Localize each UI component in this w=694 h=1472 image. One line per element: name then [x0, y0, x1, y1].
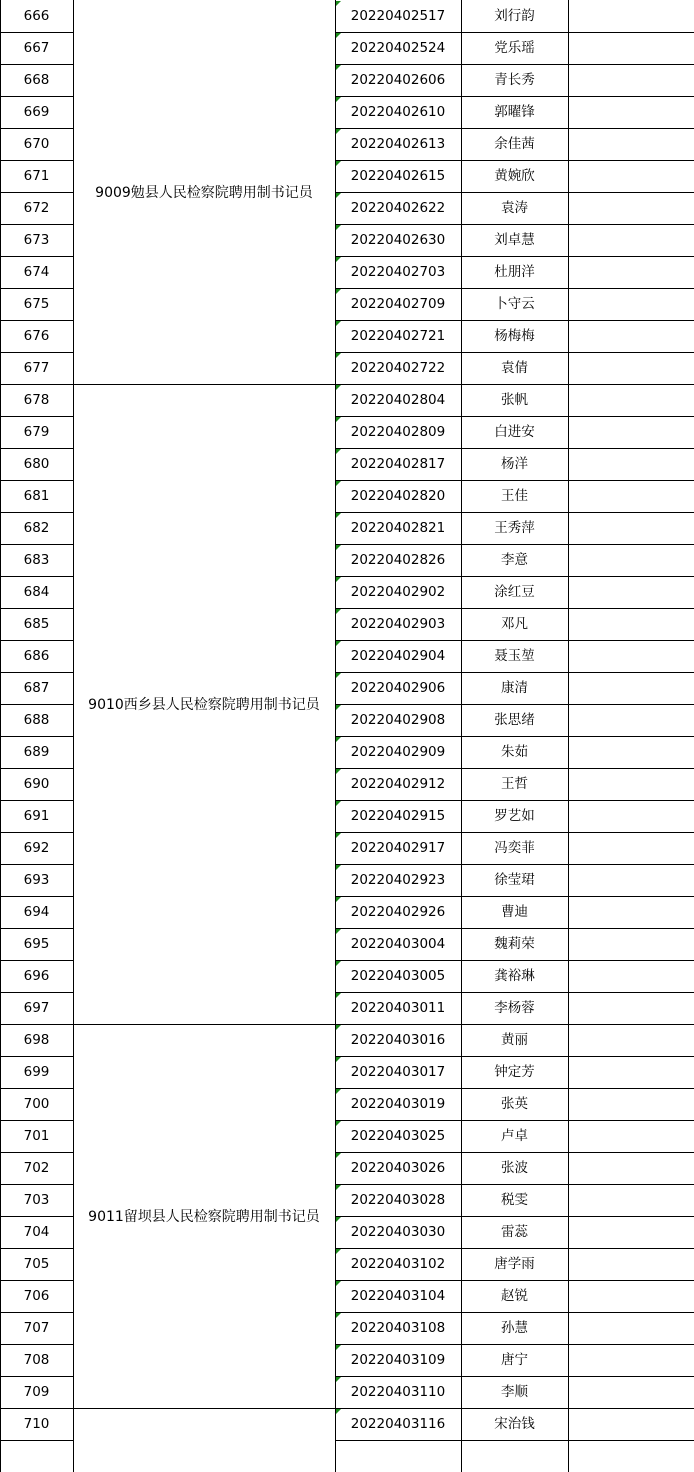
- column-divider: [568, 0, 569, 1472]
- text-format-marker-icon: [336, 33, 341, 38]
- candidate-name-cell: 杜朋洋: [494, 264, 535, 280]
- position-title-cell: 9009勉县人民检察院聘用制书记员: [95, 185, 313, 201]
- text-format-marker-icon: [336, 97, 341, 102]
- row-number: 679: [23, 424, 50, 440]
- candidate-name-cell: 余佳茜: [494, 136, 535, 152]
- group-divider: [73, 1024, 335, 1025]
- text-format-marker-icon: [336, 1313, 341, 1318]
- candidate-name-cell: 杨洋: [501, 456, 528, 472]
- exam-number-cell: 20220402721: [350, 328, 446, 344]
- text-format-marker-icon: [336, 801, 341, 806]
- exam-number-cell: 20220402817: [350, 456, 446, 472]
- exam-number-cell: 20220403019: [350, 1096, 446, 1112]
- row-number: 685: [23, 616, 50, 632]
- text-format-marker-icon: [336, 705, 341, 710]
- candidate-name-cell: 黄婉欣: [494, 168, 535, 184]
- exam-number-cell: 20220402709: [350, 296, 446, 312]
- candidate-name-cell: 钟定芳: [494, 1064, 535, 1080]
- row-number: 675: [23, 296, 50, 312]
- text-format-marker-icon: [336, 673, 341, 678]
- row-number: 701: [23, 1128, 50, 1144]
- row-number: 706: [23, 1288, 50, 1304]
- row-number: 704: [23, 1224, 50, 1240]
- exam-number-cell: 20220403026: [350, 1160, 446, 1176]
- text-format-marker-icon: [336, 929, 341, 934]
- exam-number-cell: 20220402804: [350, 392, 446, 408]
- candidate-name-cell: 宋治钱: [494, 1416, 535, 1432]
- row-number: 682: [23, 520, 50, 536]
- text-format-marker-icon: [336, 1025, 341, 1030]
- position-title-cell: 9010西乡县人民检察院聘用制书记员: [88, 697, 320, 713]
- text-format-marker-icon: [336, 65, 341, 70]
- exam-number-cell: 20220402904: [350, 648, 446, 664]
- candidate-name-cell: 张思绪: [494, 712, 535, 728]
- exam-number-cell: 20220403005: [350, 968, 446, 984]
- candidate-name-cell: 党乐瑶: [494, 40, 535, 56]
- group-divider: [73, 384, 335, 385]
- text-format-marker-icon: [336, 1249, 341, 1254]
- exam-number-cell: 20220402630: [350, 232, 446, 248]
- text-format-marker-icon: [336, 1345, 341, 1350]
- text-format-marker-icon: [336, 833, 341, 838]
- row-number: 683: [23, 552, 50, 568]
- row-number: 687: [23, 680, 50, 696]
- text-format-marker-icon: [336, 1121, 341, 1126]
- row-divider: [335, 1440, 694, 1441]
- text-format-marker-icon: [336, 865, 341, 870]
- candidate-name-cell: 王佳: [501, 488, 528, 504]
- row-number: 681: [23, 488, 50, 504]
- row-number: 673: [23, 232, 50, 248]
- text-format-marker-icon: [336, 577, 341, 582]
- row-number: 697: [23, 1000, 50, 1016]
- row-number: 678: [23, 392, 50, 408]
- candidate-name-cell: 曹迪: [501, 904, 528, 920]
- candidate-name-cell: 康清: [501, 680, 528, 696]
- column-divider: [461, 0, 462, 1472]
- row-number: 669: [23, 104, 50, 120]
- candidate-name-cell: 魏莉荣: [494, 936, 535, 952]
- exam-number-cell: 20220403102: [350, 1256, 446, 1272]
- row-number: 710: [23, 1416, 50, 1432]
- exam-number-cell: 20220402926: [350, 904, 446, 920]
- text-format-marker-icon: [336, 1, 341, 6]
- row-number: 670: [23, 136, 50, 152]
- row-number: 708: [23, 1352, 50, 1368]
- candidate-name-cell: 青长秀: [494, 72, 535, 88]
- text-format-marker-icon: [336, 737, 341, 742]
- candidate-name-cell: 罗艺如: [494, 808, 535, 824]
- text-format-marker-icon: [336, 161, 341, 166]
- row-number: 694: [23, 904, 50, 920]
- exam-number-cell: 20220402906: [350, 680, 446, 696]
- row-number: 666: [23, 8, 50, 24]
- row-number: 702: [23, 1160, 50, 1176]
- row-number: 668: [23, 72, 50, 88]
- column-divider: [335, 0, 336, 1472]
- exam-number-cell: 20220403110: [350, 1384, 446, 1400]
- text-format-marker-icon: [336, 769, 341, 774]
- column-divider: [73, 0, 74, 1472]
- text-format-marker-icon: [336, 353, 341, 358]
- position-title-cell: 9011留坝县人民检察院聘用制书记员: [88, 1209, 320, 1225]
- row-number: 707: [23, 1320, 50, 1336]
- candidate-name-cell: 杨梅梅: [494, 328, 535, 344]
- exam-number-cell: 20220402615: [350, 168, 446, 184]
- group-divider: [73, 1408, 335, 1409]
- candidate-name-cell: 白进安: [494, 424, 535, 440]
- exam-number-cell: 20220402613: [350, 136, 446, 152]
- exam-number-cell: 20220403108: [350, 1320, 446, 1336]
- row-number: 705: [23, 1256, 50, 1272]
- row-number: 695: [23, 936, 50, 952]
- row-number: 671: [23, 168, 50, 184]
- exam-number-cell: 20220402908: [350, 712, 446, 728]
- text-format-marker-icon: [336, 449, 341, 454]
- candidate-name-cell: 张帆: [501, 392, 528, 408]
- text-format-marker-icon: [336, 993, 341, 998]
- exam-number-cell: 20220403004: [350, 936, 446, 952]
- text-format-marker-icon: [336, 641, 341, 646]
- exam-number-cell: 20220403011: [350, 1000, 446, 1016]
- row-number: 691: [23, 808, 50, 824]
- exam-number-cell: 20220402622: [350, 200, 446, 216]
- row-number: 688: [23, 712, 50, 728]
- exam-number-cell: 20220403109: [350, 1352, 446, 1368]
- row-number: 692: [23, 840, 50, 856]
- candidate-name-cell: 孙慧: [501, 1320, 528, 1336]
- text-format-marker-icon: [336, 1217, 341, 1222]
- text-format-marker-icon: [336, 129, 341, 134]
- candidate-name-cell: 涂红豆: [494, 584, 535, 600]
- exam-number-cell: 20220402909: [350, 744, 446, 760]
- candidate-name-cell: 王秀萍: [494, 520, 535, 536]
- exam-number-cell: 20220402610: [350, 104, 446, 120]
- text-format-marker-icon: [336, 289, 341, 294]
- exam-number-cell: 20220402820: [350, 488, 446, 504]
- exam-number-cell: 20220402703: [350, 264, 446, 280]
- row-number: 674: [23, 264, 50, 280]
- exam-number-cell: 20220402826: [350, 552, 446, 568]
- candidate-name-cell: 郭曜锋: [494, 104, 535, 120]
- text-format-marker-icon: [336, 321, 341, 326]
- candidate-name-cell: 雷蕊: [501, 1224, 528, 1240]
- row-number: 700: [23, 1096, 50, 1112]
- exam-number-cell: 20220403030: [350, 1224, 446, 1240]
- row-number: 698: [23, 1032, 50, 1048]
- row-divider: [0, 1440, 73, 1441]
- text-format-marker-icon: [336, 257, 341, 262]
- exam-number-cell: 20220402722: [350, 360, 446, 376]
- text-format-marker-icon: [336, 385, 341, 390]
- exam-number-cell: 20220402903: [350, 616, 446, 632]
- exam-number-cell: 20220403025: [350, 1128, 446, 1144]
- text-format-marker-icon: [336, 481, 341, 486]
- candidate-name-cell: 李顺: [501, 1384, 528, 1400]
- row-number: 684: [23, 584, 50, 600]
- text-format-marker-icon: [336, 609, 341, 614]
- row-number: 686: [23, 648, 50, 664]
- row-number: 693: [23, 872, 50, 888]
- candidate-name-cell: 龚裕琳: [494, 968, 535, 984]
- text-format-marker-icon: [336, 417, 341, 422]
- candidate-name-cell: 李杨蓉: [494, 1000, 535, 1016]
- exam-number-cell: 20220402915: [350, 808, 446, 824]
- text-format-marker-icon: [336, 545, 341, 550]
- text-format-marker-icon: [336, 1185, 341, 1190]
- text-format-marker-icon: [336, 1377, 341, 1382]
- row-number: 672: [23, 200, 50, 216]
- candidate-name-cell: 赵锐: [501, 1288, 528, 1304]
- text-format-marker-icon: [336, 1153, 341, 1158]
- row-number: 709: [23, 1384, 50, 1400]
- candidate-name-cell: 刘行韵: [494, 8, 535, 24]
- candidate-name-cell: 卜守云: [494, 296, 535, 312]
- text-format-marker-icon: [336, 1281, 341, 1286]
- exam-number-cell: 20220402902: [350, 584, 446, 600]
- candidate-name-cell: 税雯: [501, 1192, 528, 1208]
- exam-number-cell: 20220402912: [350, 776, 446, 792]
- candidate-name-cell: 冯奕菲: [494, 840, 535, 856]
- candidate-name-cell: 刘卓慧: [494, 232, 535, 248]
- row-number: 696: [23, 968, 50, 984]
- row-number: 699: [23, 1064, 50, 1080]
- candidate-name-cell: 张英: [501, 1096, 528, 1112]
- row-number: 690: [23, 776, 50, 792]
- text-format-marker-icon: [336, 1089, 341, 1094]
- candidate-name-cell: 王哲: [501, 776, 528, 792]
- candidate-name-cell: 袁涛: [501, 200, 528, 216]
- text-format-marker-icon: [336, 193, 341, 198]
- row-number: 680: [23, 456, 50, 472]
- exam-number-cell: 20220403104: [350, 1288, 446, 1304]
- exam-number-cell: 20220402606: [350, 72, 446, 88]
- text-format-marker-icon: [336, 1409, 341, 1414]
- candidate-name-cell: 张波: [501, 1160, 528, 1176]
- candidate-name-cell: 唐学雨: [494, 1256, 535, 1272]
- exam-number-cell: 20220403028: [350, 1192, 446, 1208]
- text-format-marker-icon: [336, 961, 341, 966]
- exam-number-cell: 20220402517: [350, 8, 446, 24]
- exam-number-cell: 20220403116: [350, 1416, 446, 1432]
- candidate-name-cell: 黄丽: [501, 1032, 528, 1048]
- text-format-marker-icon: [336, 897, 341, 902]
- text-format-marker-icon: [336, 225, 341, 230]
- row-number: 676: [23, 328, 50, 344]
- candidate-name-cell: 李意: [501, 552, 528, 568]
- exam-number-cell: 20220402821: [350, 520, 446, 536]
- candidate-name-cell: 聂玉堃: [494, 648, 535, 664]
- candidate-name-cell: 袁倩: [501, 360, 528, 376]
- exam-number-cell: 20220402917: [350, 840, 446, 856]
- row-number: 689: [23, 744, 50, 760]
- exam-number-cell: 20220402923: [350, 872, 446, 888]
- candidate-name-cell: 唐宁: [501, 1352, 528, 1368]
- text-format-marker-icon: [336, 513, 341, 518]
- candidate-name-cell: 朱茹: [501, 744, 528, 760]
- column-divider: [0, 0, 1, 1472]
- candidate-name-cell: 邓凡: [501, 616, 528, 632]
- text-format-marker-icon: [336, 1057, 341, 1062]
- candidate-name-cell: 徐莹珺: [494, 872, 535, 888]
- row-number: 677: [23, 360, 50, 376]
- row-number: 703: [23, 1192, 50, 1208]
- row-number: 667: [23, 40, 50, 56]
- exam-number-cell: 20220402809: [350, 424, 446, 440]
- exam-number-cell: 20220402524: [350, 40, 446, 56]
- exam-number-cell: 20220403016: [350, 1032, 446, 1048]
- exam-number-cell: 20220403017: [350, 1064, 446, 1080]
- candidate-name-cell: 卢卓: [501, 1128, 528, 1144]
